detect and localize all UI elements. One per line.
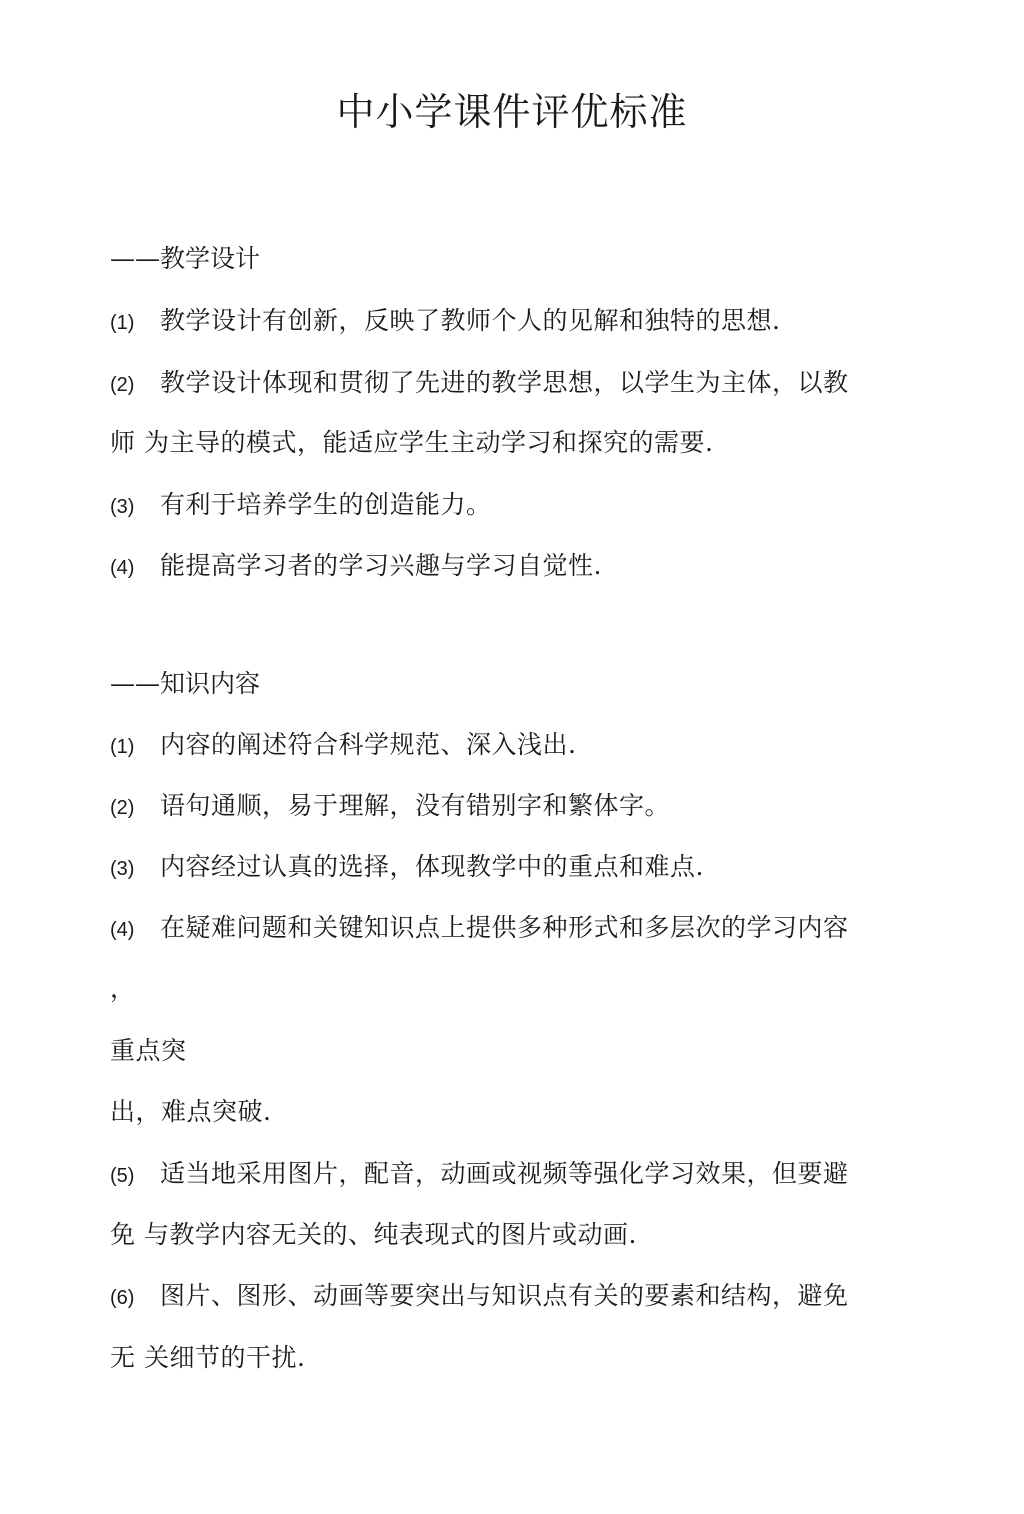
item-text: 语句通顺，易于理解，没有错别字和繁体字。 xyxy=(160,791,671,820)
item-number: (4) xyxy=(110,557,135,579)
item-continuation: 出，难点突破. xyxy=(110,1097,272,1126)
document-title: 中小学课件评优标准 xyxy=(336,90,688,134)
list-item xyxy=(110,1279,849,1315)
item-number: (4) xyxy=(110,919,135,941)
item-continuation: 师 为主导的模式，能适应学生主动学习和探究的需要. xyxy=(110,428,714,457)
section-heading-teaching-design: ——教学设计 xyxy=(110,244,261,273)
item-continuation: 无 关细节的干扰. xyxy=(110,1343,306,1372)
list-item xyxy=(110,850,704,886)
list-item xyxy=(110,1157,849,1193)
item-number: (1) xyxy=(110,736,135,758)
list-item xyxy=(110,488,492,524)
item-continuation: 免 与教学内容无关的、纯表现式的图片或动画. xyxy=(110,1220,637,1249)
item-number: (2) xyxy=(110,797,135,819)
item-text: 教学设计有创新，反映了教师个人的见解和独特的思想. xyxy=(160,306,781,335)
list-item xyxy=(110,728,576,764)
item-number: (5) xyxy=(110,1165,135,1187)
item-number: (3) xyxy=(110,858,135,880)
item-continuation: 重点突 xyxy=(110,1036,187,1065)
item-text: 能提高学习者的学习兴趣与学习自觉性. xyxy=(160,551,602,580)
item-text: 教学设计体现和贯彻了先进的教学思想，以学生为主体，以教 xyxy=(160,368,849,397)
item-continuation: ， xyxy=(110,974,136,1003)
list-item xyxy=(110,304,780,340)
item-text: 内容的阐述符合科学规范、深入浅出. xyxy=(160,730,577,759)
item-text: 图片、图形、动画等要突出与知识点有关的要素和结构，避免 xyxy=(160,1281,849,1310)
item-text: 内容经过认真的选择，体现教学中的重点和难点. xyxy=(160,852,704,881)
item-number: (2) xyxy=(110,374,135,396)
item-number: (3) xyxy=(110,496,135,518)
list-item xyxy=(110,366,849,402)
item-text: 在疑难问题和关键知识点上提供多种形式和多层次的学习内容 xyxy=(160,913,849,942)
item-text: 适当地采用图片，配音，动画或视频等强化学习效果，但要避 xyxy=(160,1159,849,1188)
list-item xyxy=(110,549,602,585)
section-heading-knowledge-content: ——知识内容 xyxy=(110,669,261,698)
item-number: (6) xyxy=(110,1287,135,1309)
item-text: 有利于培养学生的创造能力。 xyxy=(160,490,492,519)
list-item xyxy=(110,789,670,825)
list-item xyxy=(110,911,849,947)
item-number: (1) xyxy=(110,312,135,334)
